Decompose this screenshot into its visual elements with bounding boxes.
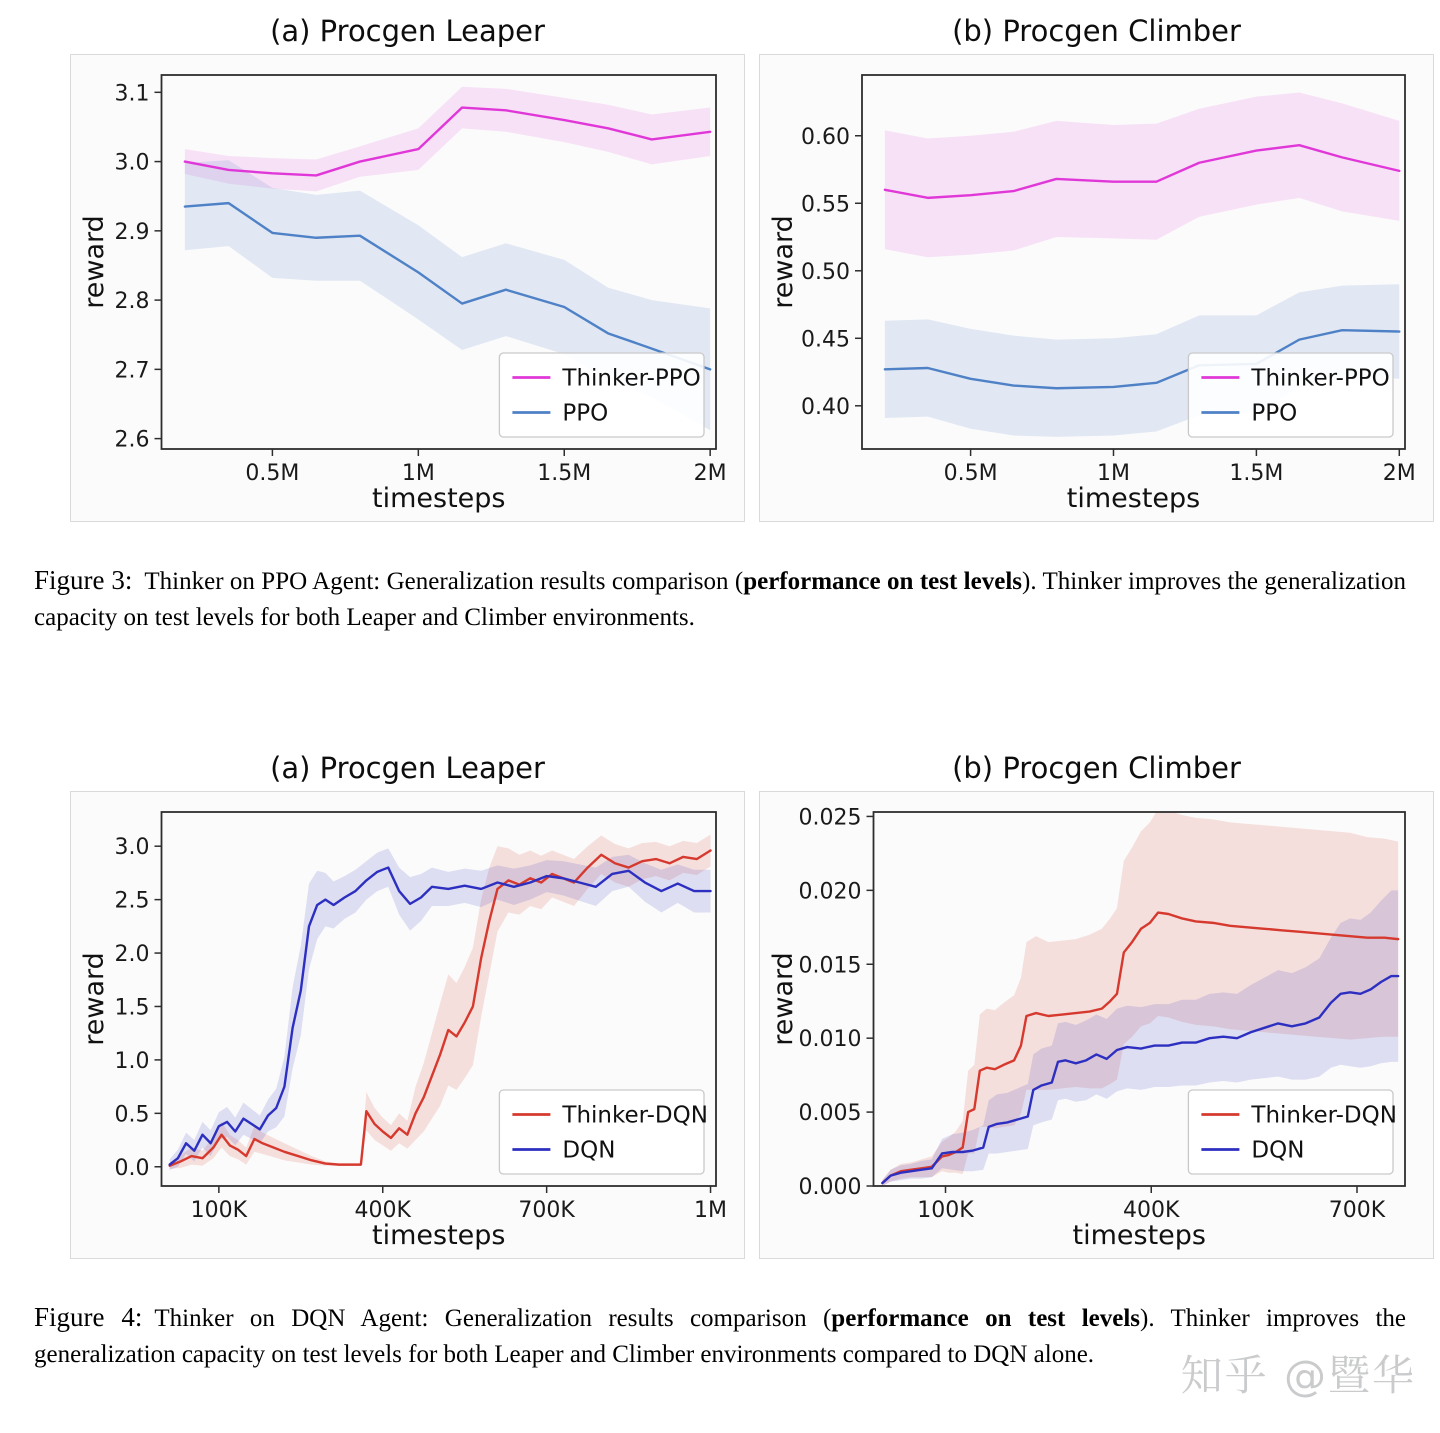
svg-text:Thinker-PPO: Thinker-PPO: [1251, 365, 1390, 392]
svg-text:3.0: 3.0: [114, 834, 150, 860]
svg-text:0.025: 0.025: [798, 805, 862, 831]
svg-text:2.9: 2.9: [114, 219, 150, 245]
svg-text:0.55: 0.55: [801, 192, 850, 218]
figure-3-panel-b: [759, 54, 1434, 522]
svg-text:0.5M: 0.5M: [245, 461, 300, 486]
svg-text:0.010: 0.010: [798, 1026, 862, 1052]
svg-text:3.1: 3.1: [114, 81, 150, 107]
svg-text:700K: 700K: [1328, 1197, 1386, 1223]
svg-text:reward: reward: [79, 215, 110, 309]
svg-text:PPO: PPO: [1251, 400, 1298, 427]
svg-text:1.5: 1.5: [114, 995, 150, 1021]
figure-4-caption: [34, 1299, 1406, 1372]
svg-text:0.020: 0.020: [798, 879, 862, 905]
chart-leaper-dqn: [79, 802, 730, 1251]
svg-text:PPO: PPO: [562, 400, 609, 427]
chart-title-leaper-dqn: (a) Procgen Leaper: [270, 750, 545, 785]
chart-climber-dqn: [768, 802, 1419, 1251]
figure-4-caption-text: Thinker on DQN Agent: Generalization results comparison (performance on test levels). Thinker improves the generalization capacity on test levels for both Leaper and Climber environments compared to DQN alone.: [34, 1304, 1406, 1368]
svg-text:100K: 100K: [190, 1197, 248, 1223]
figure-3-charts-row: [0, 54, 1440, 522]
svg-text:2.0: 2.0: [114, 941, 150, 967]
svg-text:Thinker-DQN: Thinker-DQN: [562, 1102, 708, 1129]
svg-text:2M: 2M: [693, 461, 727, 486]
figure-3-title-row: [0, 14, 1440, 48]
paper-page: [0, 14, 1440, 1400]
svg-text:0.5: 0.5: [114, 1102, 150, 1128]
svg-text:2.8: 2.8: [114, 289, 150, 315]
svg-text:3.0: 3.0: [114, 150, 150, 176]
svg-text:reward: reward: [768, 952, 799, 1046]
svg-text:1M: 1M: [694, 1197, 728, 1223]
svg-text:1M: 1M: [1097, 461, 1130, 486]
svg-text:1.5M: 1.5M: [537, 461, 592, 486]
figure-3-caption: [34, 562, 1406, 635]
svg-text:1.0: 1.0: [114, 1048, 150, 1074]
svg-text:0.015: 0.015: [798, 953, 862, 979]
chart-leaper-ppo: [79, 65, 730, 514]
svg-text:2M: 2M: [1382, 461, 1416, 486]
svg-text:0.40: 0.40: [801, 394, 850, 420]
svg-text:Thinker-DQN: Thinker-DQN: [1251, 1102, 1397, 1129]
svg-text:0.005: 0.005: [798, 1100, 862, 1126]
svg-text:1M: 1M: [401, 461, 435, 486]
svg-text:reward: reward: [79, 952, 110, 1046]
figure-3-caption-label: Figure 3:: [34, 565, 133, 595]
svg-text:reward: reward: [768, 215, 799, 309]
figure-4-caption-label: Figure 4:: [34, 1301, 143, 1332]
figure-3-caption-text: Thinker on PPO Agent: Generalization results comparison (performance on test levels). Thinker improves the generalization capacity on test levels for both Leaper and Climber environments.: [34, 568, 1407, 631]
svg-text:0.0: 0.0: [114, 1155, 150, 1181]
svg-text:2.7: 2.7: [114, 358, 150, 384]
figure-4-block: [0, 751, 1440, 1372]
svg-text:400K: 400K: [354, 1197, 411, 1223]
svg-text:timesteps: timesteps: [372, 1219, 506, 1251]
figure-4-title-row: [0, 751, 1440, 785]
svg-text:400K: 400K: [1123, 1197, 1180, 1223]
chart-climber-ppo: [768, 65, 1419, 514]
figure-3-block: [0, 14, 1440, 635]
svg-text:100K: 100K: [917, 1197, 974, 1223]
svg-text:2.5: 2.5: [114, 888, 150, 914]
svg-text:DQN: DQN: [1251, 1137, 1305, 1164]
svg-text:0.60: 0.60: [801, 124, 850, 150]
svg-text:0.45: 0.45: [801, 327, 850, 353]
svg-text:2.6: 2.6: [114, 427, 150, 453]
svg-text:DQN: DQN: [562, 1137, 616, 1164]
svg-text:0.5M: 0.5M: [943, 461, 998, 486]
chart-title-leaper-ppo: (a) Procgen Leaper: [270, 14, 545, 48]
svg-text:1.5M: 1.5M: [1229, 461, 1284, 486]
svg-text:700K: 700K: [518, 1197, 575, 1223]
chart-title-climber-ppo: (b) Procgen Climber: [952, 14, 1241, 48]
figure-3-panel-a: [70, 54, 745, 522]
svg-text:timesteps: timesteps: [1072, 1219, 1206, 1251]
figure-4-charts-row: [0, 791, 1440, 1259]
svg-text:Thinker-PPO: Thinker-PPO: [562, 365, 701, 392]
chart-title-climber-dqn: (b) Procgen Climber: [952, 750, 1241, 785]
figure-4-panel-a: [70, 791, 745, 1259]
svg-text:timesteps: timesteps: [372, 483, 506, 514]
svg-text:timesteps: timesteps: [1066, 483, 1201, 514]
svg-text:0.000: 0.000: [798, 1174, 862, 1200]
svg-text:0.50: 0.50: [801, 259, 850, 285]
zhihu-watermark: 知乎 @暨华: [1180, 1351, 1416, 1400]
figure-4-panel-b: [759, 791, 1434, 1259]
